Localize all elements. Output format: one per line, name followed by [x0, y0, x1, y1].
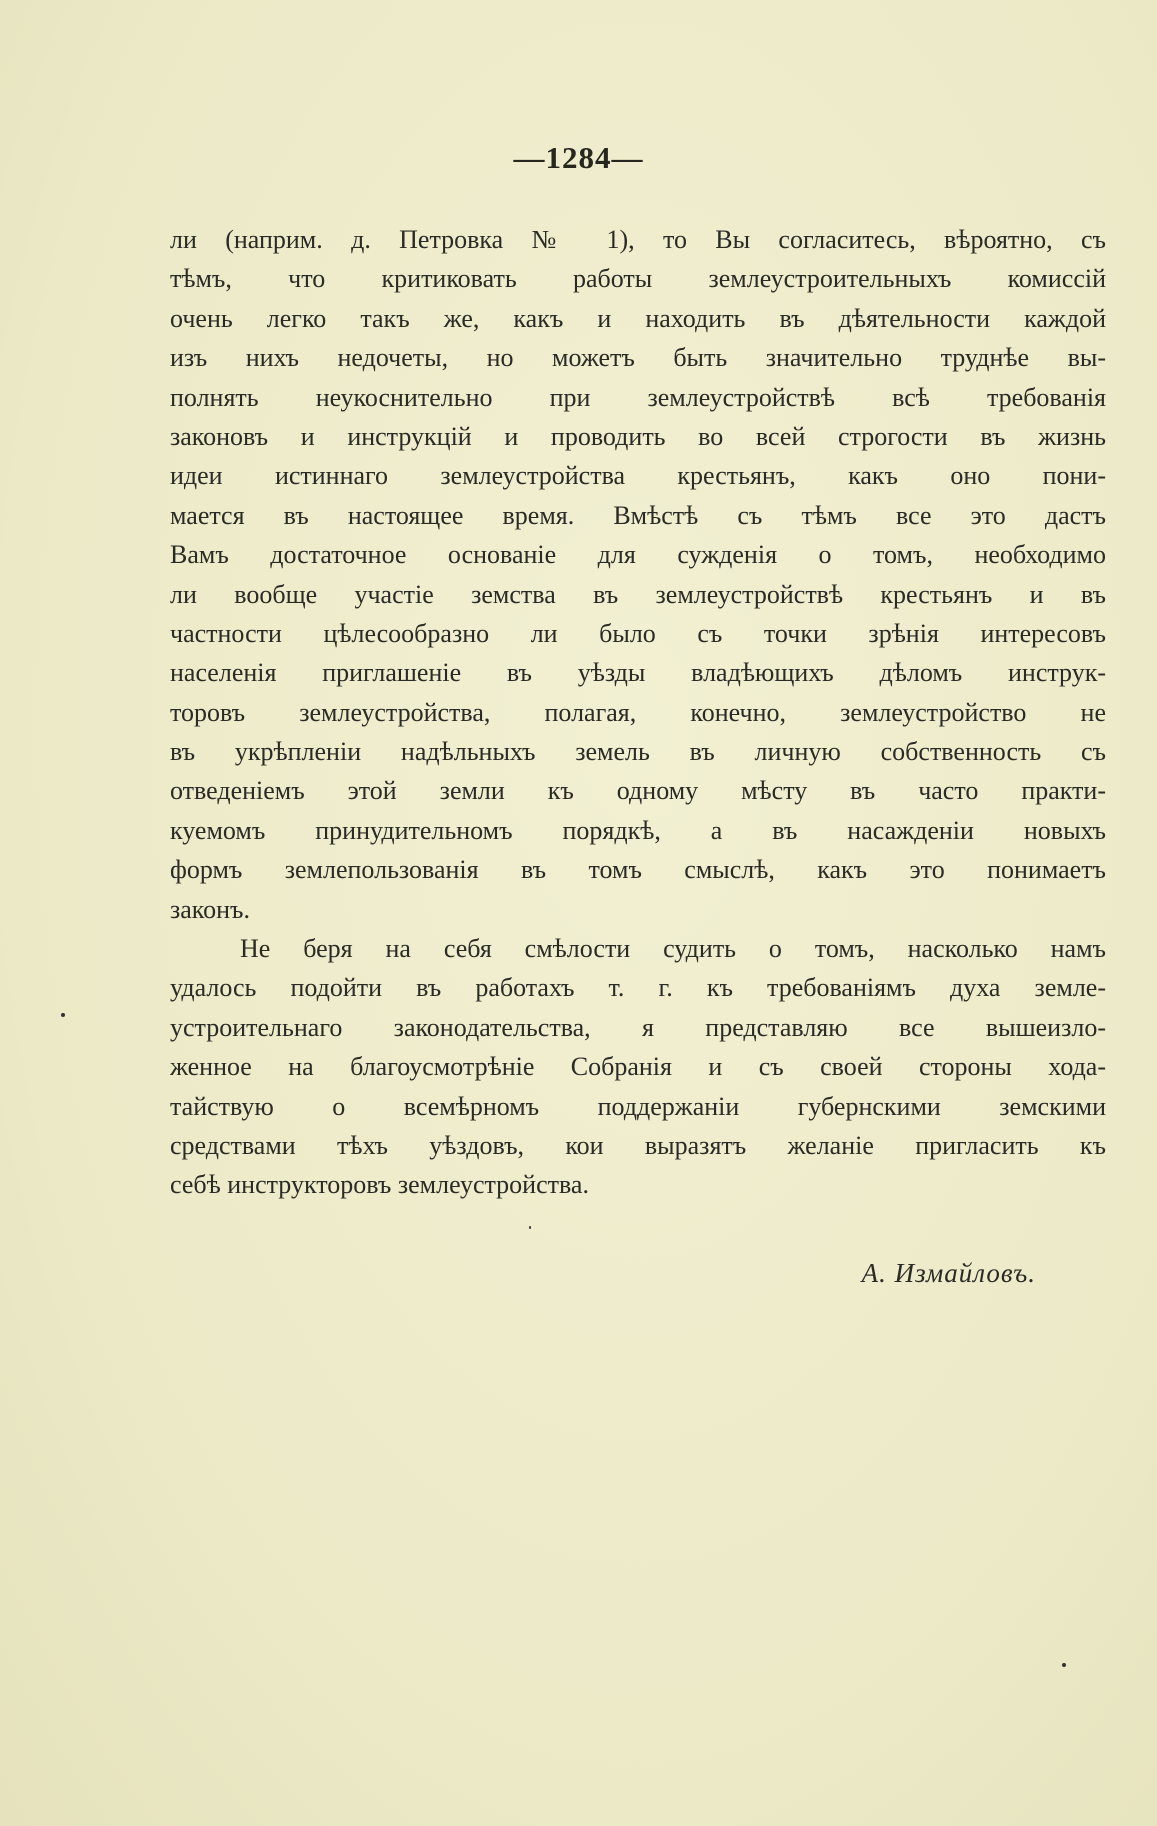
text-line: отведеніемъ этой земли къ одному мѣсту въ часто практи-: [170, 776, 1106, 806]
text-line: идеи истиннаго землеустройства крестьянъ, какъ оно пони-: [170, 461, 1106, 491]
text-line: Вамъ достаточное основаніе для сужденія о томъ, необходимо: [170, 540, 1106, 570]
text-line: тѣмъ, что критиковать работы землеустроительныхъ комиссій: [170, 264, 1106, 294]
text-line: удалось подойти въ работахъ т. г. къ требованіямъ духа земле-: [170, 973, 1106, 1003]
text-line: изъ нихъ недочеты, но можетъ быть значительно труднѣе вы-: [170, 343, 1106, 373]
text-line: мается въ настоящее время. Вмѣстѣ съ тѣмъ все это дастъ: [170, 500, 1106, 530]
text-line: средствами тѣхъ уѣздовъ, кои выразятъ желаніе пригласить къ: [170, 1130, 1106, 1160]
text-line: женное на благоусмотрѣніе Собранія и съ своей стороны хода-: [170, 1052, 1106, 1082]
text-line: законовъ и инструкцій и проводить во всей строгости въ жизнь: [170, 421, 1106, 451]
paragraph-1: [170, 220, 1106, 929]
ink-speck: [61, 1013, 65, 1017]
text-line: полнять неукоснительно при землеустройствѣ всѣ требованія: [170, 382, 1106, 412]
text-line: торовъ землеустройства, полагая, конечно, землеустройство не: [170, 697, 1106, 727]
text-line: очень легко такъ же, какъ и находить въ дѣятельности каждой: [170, 303, 1106, 333]
ink-speck: [1062, 1663, 1066, 1667]
text-line: устроительнаго законодательства, я представляю все вышеизло-: [170, 1012, 1106, 1042]
ink-speck: [529, 1226, 531, 1229]
paragraph-2: [170, 929, 1106, 1205]
signature: А. Измайловъ.: [861, 1258, 1036, 1288]
text-line: ли вообще участіе земства въ землеустройствѣ крестьянъ и въ: [170, 579, 1106, 609]
text-line: населенія приглашеніе въ уѣзды владѣющихъ дѣломъ инструк-: [170, 658, 1106, 688]
body-text: [170, 220, 1106, 1205]
text-line: частности цѣлесообразно ли было съ точки зрѣнія интересовъ: [170, 618, 1106, 648]
text-line: куемомъ принудительномъ порядкѣ, а въ насажденіи новыхъ: [170, 815, 1106, 845]
text-line: ли (наприм. д. Петровка № 1), то Вы согласитесь, вѣроятно, съ: [170, 225, 1106, 254]
text-line: Не беря на себя смѣлости судить о томъ, насколько намъ: [240, 934, 1106, 964]
text-line: себѣ инструкторовъ землеустройства.: [170, 1170, 589, 1200]
page-number: —1284—: [513, 140, 644, 175]
text-line: въ укрѣпленіи надѣльныхъ земель въ личную собственность съ: [170, 737, 1106, 767]
text-line: тайствую о всемѣрномъ поддержаніи губернскими земскими: [170, 1091, 1106, 1121]
text-line: формъ землепользованія въ томъ смыслѣ, какъ это понимаетъ: [170, 855, 1106, 885]
text-line: законъ.: [170, 894, 250, 924]
